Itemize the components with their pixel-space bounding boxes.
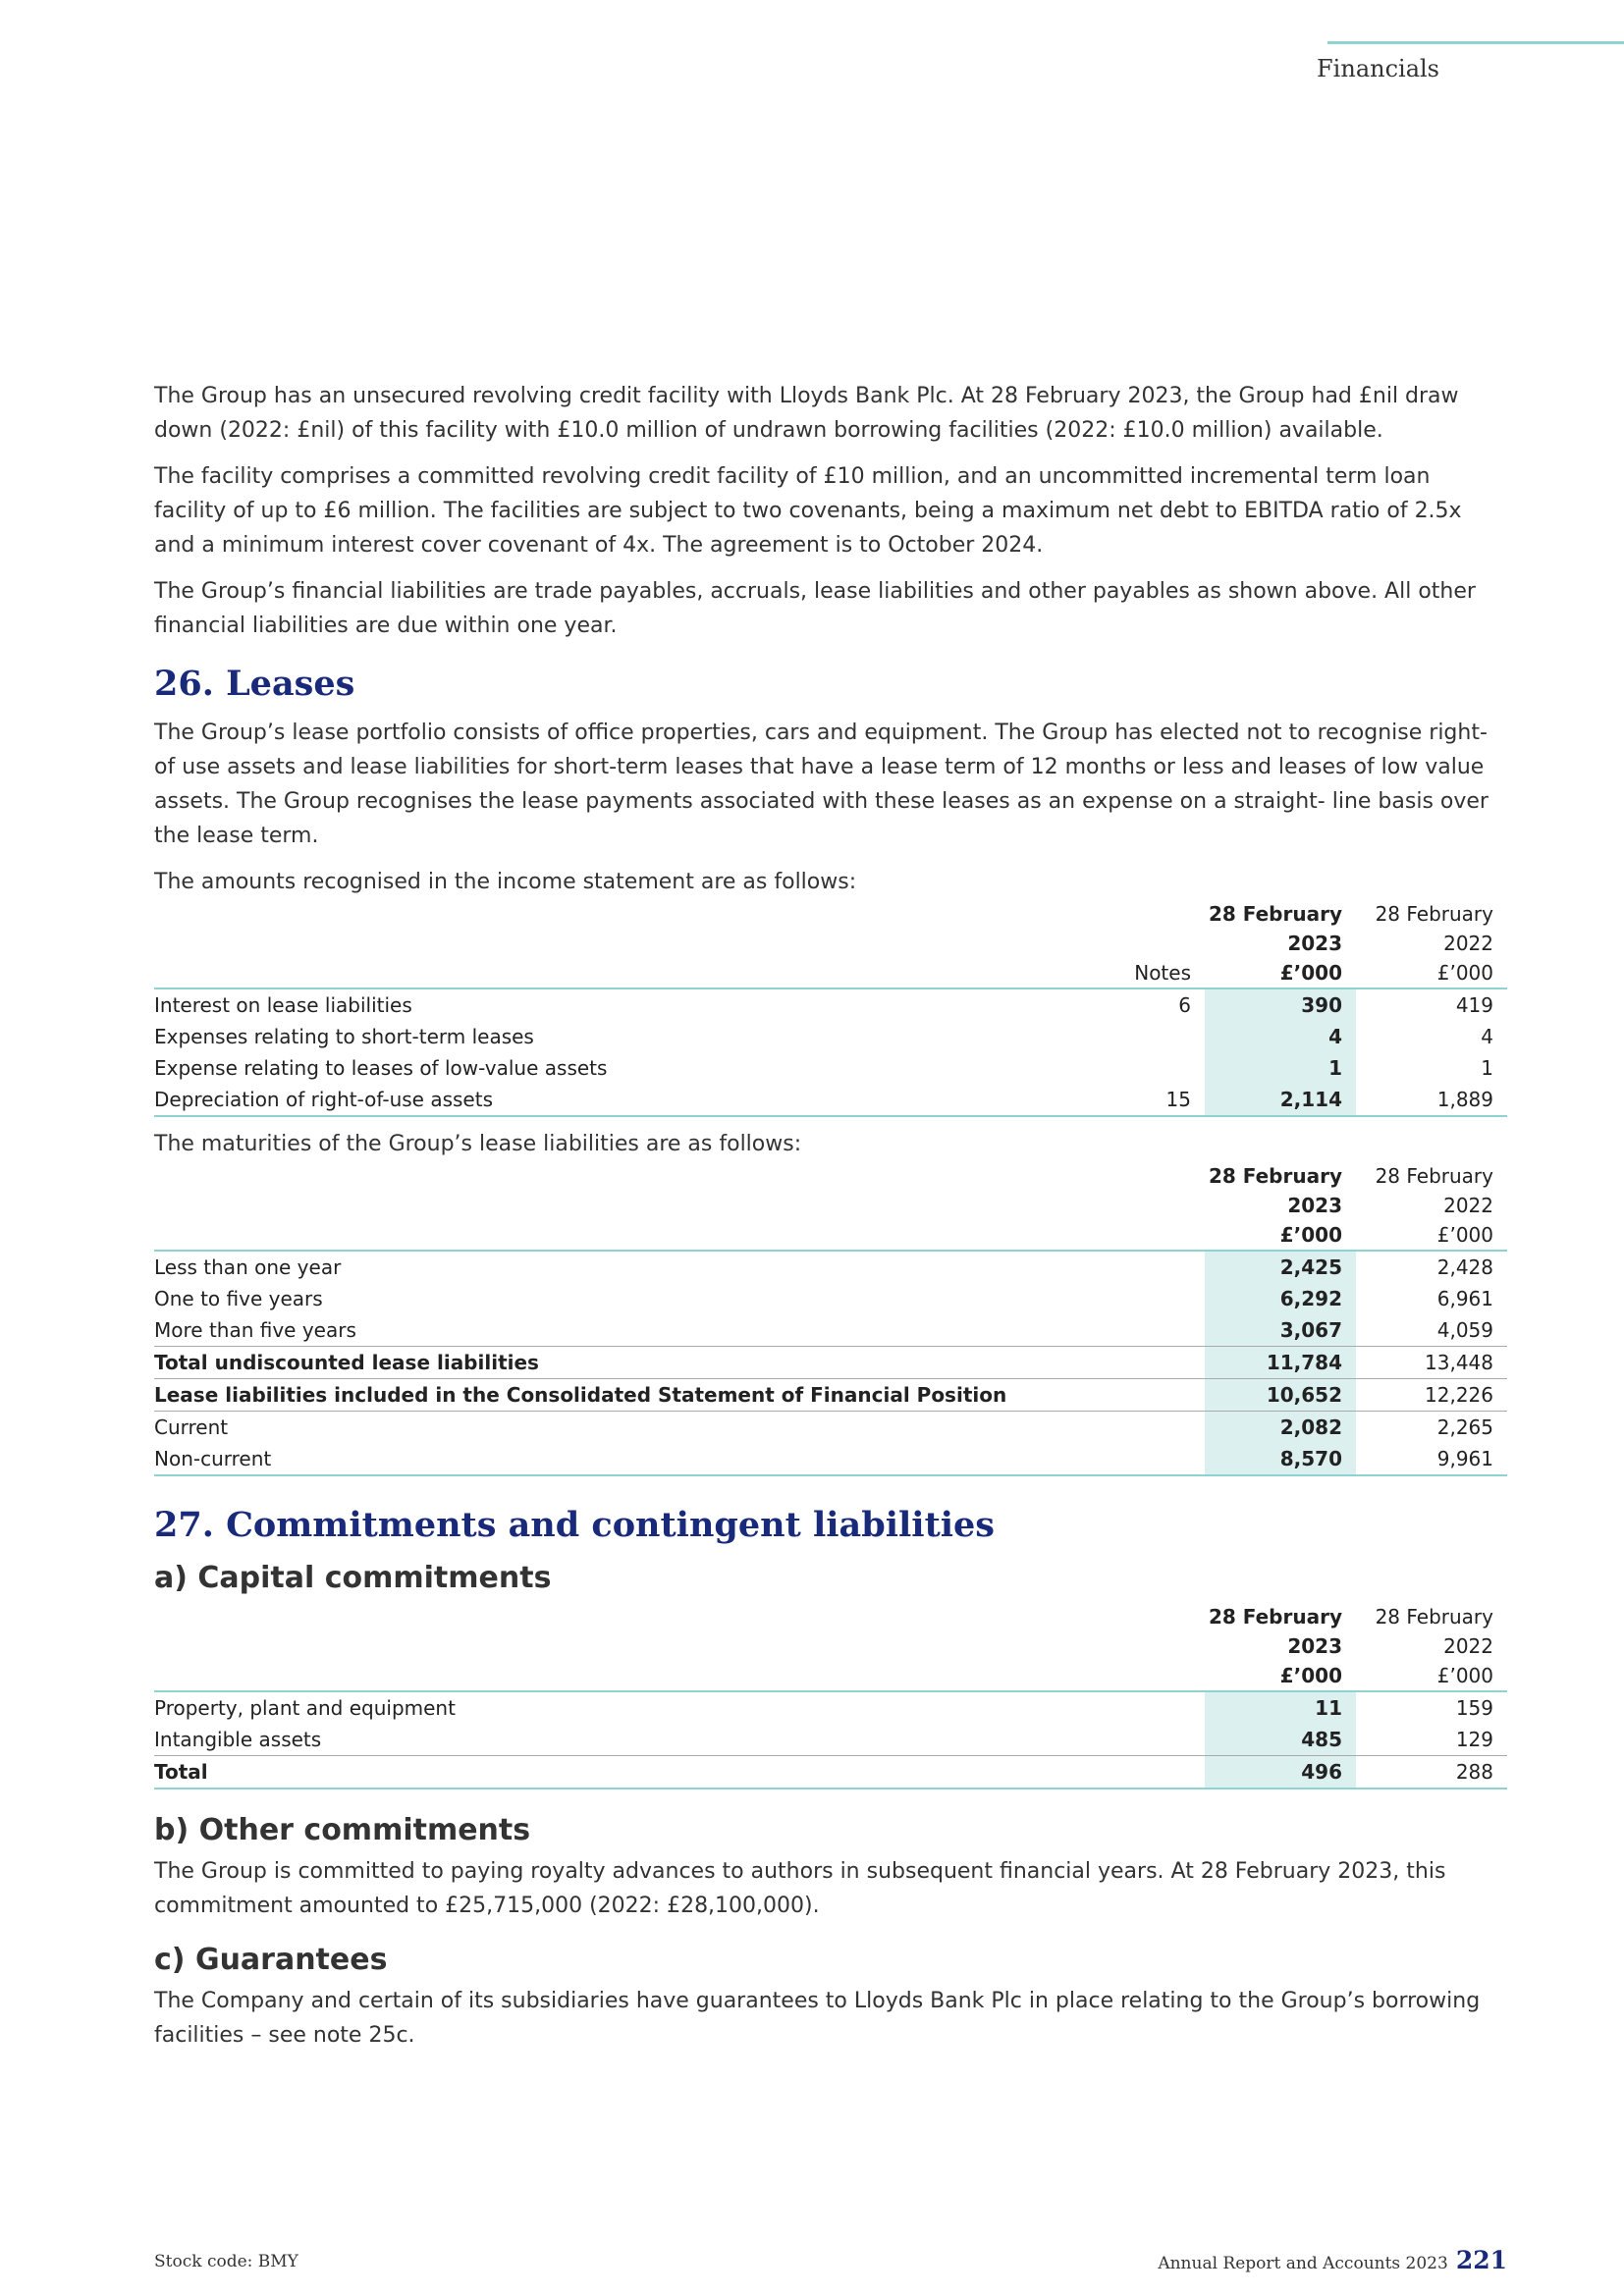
row-current-value: 10,652 xyxy=(1205,1379,1356,1412)
row-notes: 6 xyxy=(1178,993,1191,1017)
row-prior-value: 2,428 xyxy=(1436,1255,1493,1279)
col-prior-unit: £’000 xyxy=(1356,958,1507,988)
col-current-unit: £’000 xyxy=(1205,958,1356,988)
row-label: Property, plant and equipment xyxy=(154,1696,456,1720)
col-prior-year-line1: 28 February xyxy=(1375,1164,1493,1188)
income-table-intro: The amounts recognised in the income statement are as follows: xyxy=(154,870,857,894)
capital-commitments-heading: a) Capital commitments xyxy=(154,1561,552,1595)
table-row xyxy=(154,988,1507,1021)
capital-commitments-table xyxy=(154,1602,1507,1789)
commitments-heading: 27. Commitments and contingent liabilities xyxy=(154,1505,996,1545)
row-prior-value: 419 xyxy=(1455,993,1493,1017)
table-row-total xyxy=(154,1347,1507,1379)
intro-paragraph-3: The Group’s financial liabilities are trade payables, accruals, lease liabilities and other payables as shown above. All other financial liabilities are due within one year. xyxy=(154,579,1476,638)
col-prior-year-line1: 28 February xyxy=(1375,902,1493,926)
table-row xyxy=(154,1283,1507,1314)
income-statement-table xyxy=(154,899,1507,1117)
intro-paragraph-2: The facility comprises a committed revolving credit facility of £10 million, and an uncommitted incremental term loan facility of up to £6 million. The facilities are subject to two covenants, being a maximum net debt to EBITDA ratio of 2.5x and a minimum interest cover covenant of 4x. The agreement is to October 2024. xyxy=(154,464,1462,558)
row-label: Total undiscounted lease liabilities xyxy=(154,1347,1205,1379)
row-label: Expense relating to leases of low-value assets xyxy=(154,1056,608,1080)
row-prior-value: 159 xyxy=(1455,1696,1493,1720)
row-label: Depreciation of right-of-use assets xyxy=(154,1084,1044,1116)
row-label: Interest on lease liabilities xyxy=(154,993,412,1017)
row-current-value: 1 xyxy=(1205,1052,1356,1084)
row-label: Current xyxy=(154,1415,229,1439)
guarantees-text: The Company and certain of its subsidiaries have guarantees to Lloyds Bank Plc in place relating to the Group’s borrowing facilities – see note 25c. xyxy=(154,1989,1481,2048)
other-commitments-heading: b) Other commitments xyxy=(154,1813,531,1847)
col-current-year-line1: 28 February xyxy=(1208,1164,1342,1188)
row-prior-value: 1 xyxy=(1481,1056,1493,1080)
other-commitments-text: The Group is committed to paying royalty advances to authors in subsequent financial years. At 28 February 2023, this commitment amounted to £25,715,000 (2022: £28,100,000). xyxy=(154,1859,1446,1918)
table-row xyxy=(154,1084,1507,1116)
footer-report-title: Annual Report and Accounts 2023 xyxy=(1158,2254,1448,2273)
section-label: Financials xyxy=(1317,55,1439,82)
row-current-value: 4 xyxy=(1205,1021,1356,1052)
lease-maturity-table xyxy=(154,1161,1507,1476)
col-current-year-line1: 28 February xyxy=(1208,902,1342,926)
row-label: Intangible assets xyxy=(154,1724,1205,1756)
table-row xyxy=(154,1052,1507,1084)
row-current-value: 11 xyxy=(1205,1691,1356,1724)
page-content xyxy=(154,379,1507,2064)
row-current-value: 2,082 xyxy=(1205,1412,1356,1444)
maturity-table-intro: The maturities of the Group’s lease liabilities are as follows: xyxy=(154,1132,802,1156)
row-current-value: 390 xyxy=(1205,988,1356,1021)
row-current-value: 3,067 xyxy=(1205,1314,1356,1347)
table-row xyxy=(154,1724,1507,1756)
row-label: Non-current xyxy=(154,1443,1205,1475)
row-prior-value: 13,448 xyxy=(1356,1347,1507,1379)
table-row xyxy=(154,1314,1507,1347)
table-row xyxy=(154,1251,1507,1283)
table-row xyxy=(154,1021,1507,1052)
col-current-unit: £’000 xyxy=(1205,1661,1356,1691)
row-current-value: 485 xyxy=(1205,1724,1356,1756)
row-label: Expenses relating to short-term leases xyxy=(154,1025,534,1048)
row-label: Lease liabilities included in the Consolidated Statement of Financial Position xyxy=(154,1379,1205,1412)
row-notes xyxy=(1044,1021,1205,1052)
row-current-value: 11,784 xyxy=(1205,1347,1356,1379)
page-number: 221 xyxy=(1455,2246,1507,2274)
row-notes xyxy=(1044,1052,1205,1084)
row-prior-value: 12,226 xyxy=(1356,1379,1507,1412)
row-prior-value: 4,059 xyxy=(1356,1314,1507,1347)
table-row-total xyxy=(154,1379,1507,1412)
row-prior-value: 288 xyxy=(1356,1756,1507,1789)
row-current-value: 2,114 xyxy=(1205,1084,1356,1116)
row-prior-value: 2,265 xyxy=(1436,1415,1493,1439)
col-current-year-line2: 2023 xyxy=(1287,932,1342,955)
table-row xyxy=(154,1412,1507,1444)
table-row-total xyxy=(154,1756,1507,1789)
col-current-year-line1: 28 February xyxy=(1208,1605,1342,1629)
row-current-value: 6,292 xyxy=(1205,1283,1356,1314)
row-prior-value: 1,889 xyxy=(1356,1084,1507,1116)
col-prior-year-line2: 2022 xyxy=(1443,932,1493,955)
col-current-year-line2: 2023 xyxy=(1287,1634,1342,1658)
row-prior-value: 9,961 xyxy=(1356,1443,1507,1475)
col-prior-unit: £’000 xyxy=(1356,1661,1507,1691)
leases-heading: 26. Leases xyxy=(154,664,355,704)
row-label: Less than one year xyxy=(154,1255,342,1279)
row-label: More than five years xyxy=(154,1314,1205,1347)
table-row xyxy=(154,1691,1507,1724)
col-prior-year-line1: 28 February xyxy=(1375,1605,1493,1629)
leases-description: The Group’s lease portfolio consists of office properties, cars and equipment. The Group has elected not to recognise right-of use assets and lease liabilities for short-term leases that have a lease term of 12 months or less and leases of low value assets. The Group recognises the lease payments associated with these leases as an expense on a straight- line basis over the lease term. xyxy=(154,721,1489,848)
header-accent-rule xyxy=(1327,41,1624,44)
col-prior-year-line2: 2022 xyxy=(1443,1194,1493,1217)
row-current-value: 496 xyxy=(1205,1756,1356,1789)
col-current-unit: £’000 xyxy=(1205,1220,1356,1251)
table-row xyxy=(154,1443,1507,1475)
col-prior-year-line2: 2022 xyxy=(1443,1634,1493,1658)
footer-stock-code: Stock code: BMY xyxy=(154,2252,298,2271)
col-current-year-line2: 2023 xyxy=(1287,1194,1342,1217)
col-prior-unit: £’000 xyxy=(1356,1220,1507,1251)
row-notes: 15 xyxy=(1044,1084,1205,1116)
row-label: Total xyxy=(154,1756,1205,1789)
row-prior-value: 129 xyxy=(1356,1724,1507,1756)
row-label: One to five years xyxy=(154,1287,323,1310)
row-current-value: 2,425 xyxy=(1205,1251,1356,1283)
col-notes-header: Notes xyxy=(1044,958,1205,988)
row-prior-value: 6,961 xyxy=(1436,1287,1493,1310)
footer-report-info xyxy=(1158,2246,1507,2274)
intro-paragraph-1: The Group has an unsecured revolving credit facility with Lloyds Bank Plc. At 28 February 2023, the Group had £nil draw down (2022: £nil) of this facility with £10.0 million of undrawn borrowing facilities (2022: £10.0 million) available. xyxy=(154,384,1459,443)
row-current-value: 8,570 xyxy=(1205,1443,1356,1475)
row-prior-value: 4 xyxy=(1481,1025,1493,1048)
guarantees-heading: c) Guarantees xyxy=(154,1943,388,1977)
